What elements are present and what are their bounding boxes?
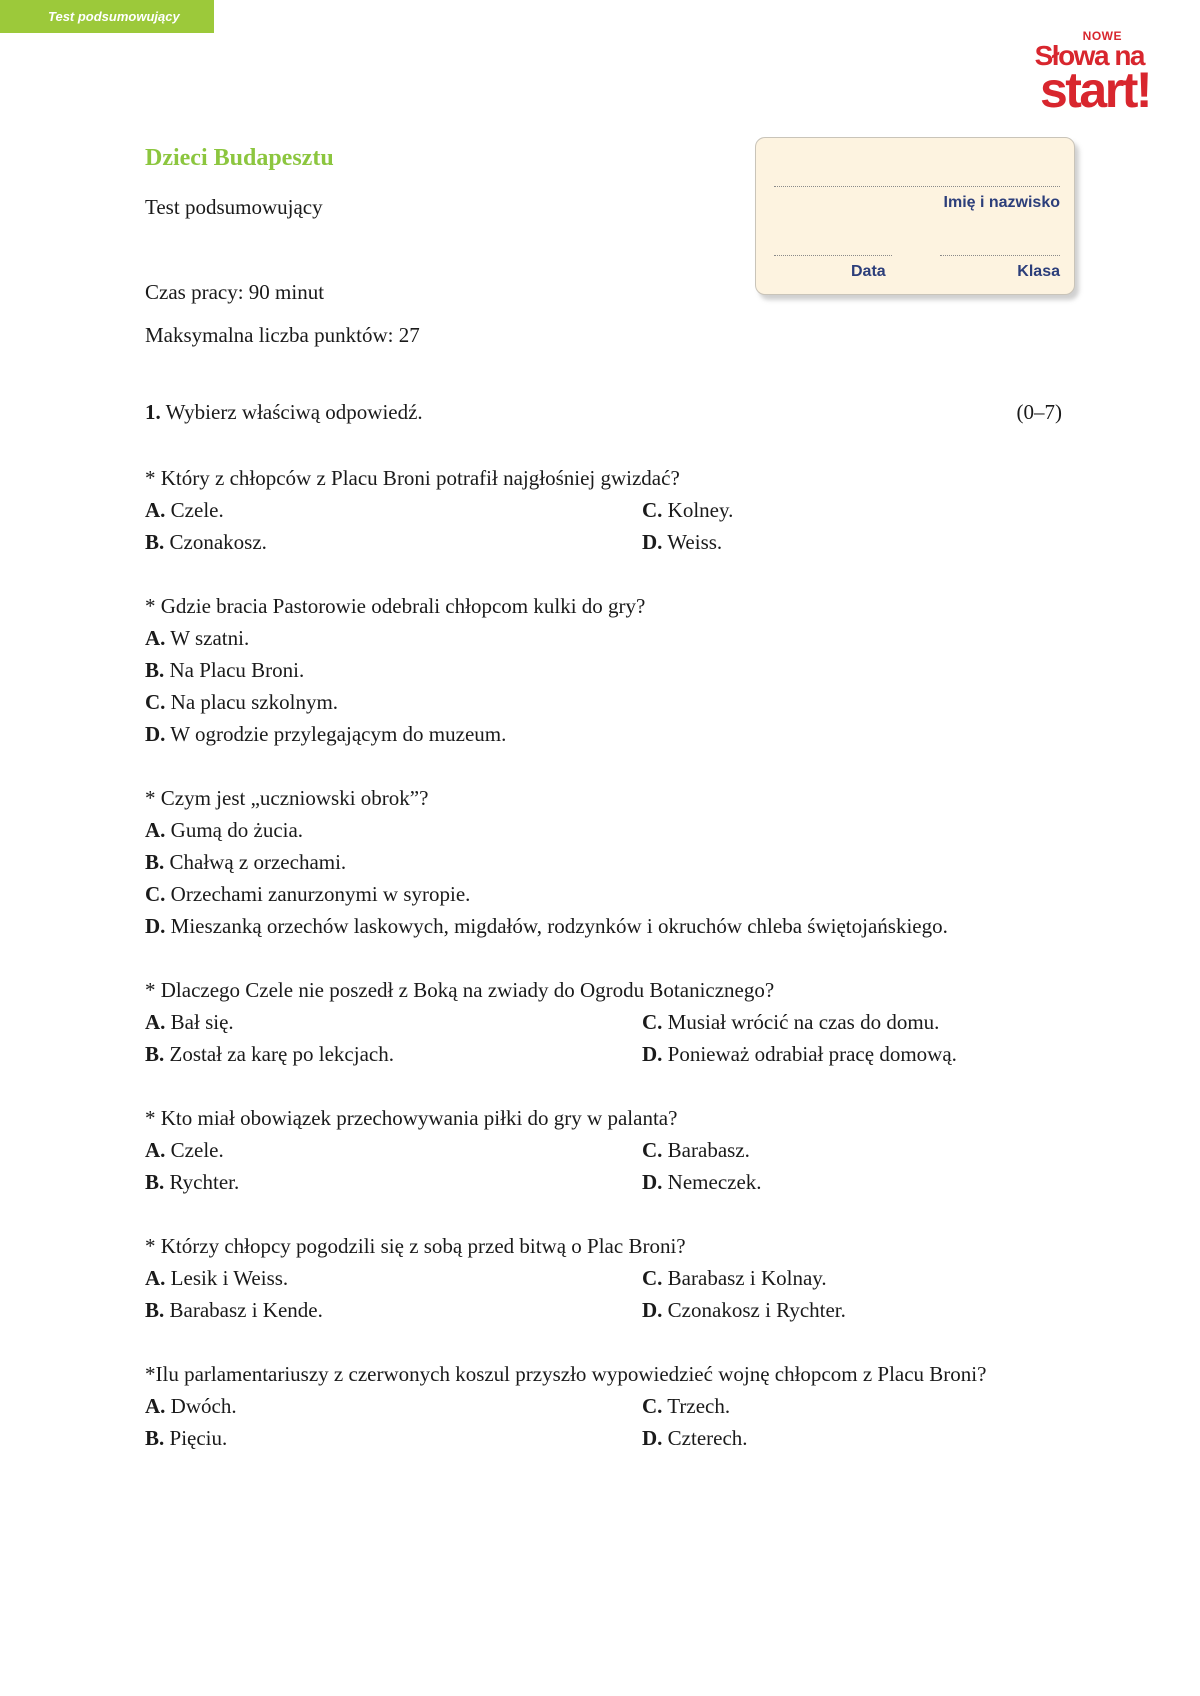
- option-letter: A.: [145, 1010, 166, 1034]
- question-list: [145, 462, 1065, 1486]
- option-letter: B.: [145, 530, 165, 554]
- task-instruction: Wybierz właściwą odpowiedź.: [160, 400, 423, 424]
- answer-option[interactable]: [145, 1390, 642, 1422]
- time-limit: Czas pracy: 90 minut: [145, 280, 325, 304]
- answer-option[interactable]: [145, 878, 1065, 910]
- question-text: * Czym jest „uczniowski obrok”?: [145, 786, 429, 810]
- answer-option[interactable]: [145, 622, 1065, 654]
- question-block: [145, 462, 1065, 558]
- logo-top-text: NOWE: [1082, 29, 1122, 43]
- option-text: Barabasz i Kolnay.: [662, 1266, 827, 1290]
- answer-option[interactable]: [145, 1166, 642, 1198]
- option-text: Kolney.: [662, 498, 734, 522]
- option-text: Czonakosz i Rychter.: [662, 1298, 846, 1322]
- question-block: [145, 974, 1065, 1070]
- question-block: [145, 1230, 1065, 1326]
- answer-option[interactable]: [642, 1166, 1065, 1198]
- answer-options: [145, 814, 1065, 942]
- question-text: * Gdzie bracia Pastorowie odebrali chłopcom kulki do gry?: [145, 594, 646, 618]
- option-text: Czele.: [165, 1138, 224, 1162]
- option-letter: B.: [145, 1426, 165, 1450]
- date-field-line[interactable]: [774, 255, 892, 256]
- option-text: Trzech.: [662, 1394, 731, 1418]
- answer-option[interactable]: [642, 1038, 1065, 1070]
- option-letter: D.: [642, 1426, 663, 1450]
- option-text: Barabasz i Kende.: [164, 1298, 323, 1322]
- answer-option[interactable]: [642, 1390, 1065, 1422]
- option-letter: D.: [145, 914, 166, 938]
- option-letter: B.: [145, 658, 165, 682]
- date-label: Data: [851, 263, 886, 280]
- option-text: Gumą do żucia.: [165, 818, 304, 842]
- option-text: Pięciu.: [164, 1426, 228, 1450]
- answer-option[interactable]: [145, 1422, 642, 1454]
- option-letter: A.: [145, 818, 166, 842]
- option-text: Czterech.: [662, 1426, 748, 1450]
- option-text: Rychter.: [164, 1170, 240, 1194]
- answer-option[interactable]: [642, 1134, 1065, 1166]
- answer-option[interactable]: [642, 494, 1065, 526]
- option-letter: A.: [145, 1266, 166, 1290]
- question-text: * Kto miał obowiązek przechowywania piłki do gry w palanta?: [145, 1106, 678, 1130]
- task-points: (0–7): [1016, 400, 1062, 424]
- task-number: 1.: [145, 400, 161, 424]
- option-letter: D.: [642, 530, 663, 554]
- question-block: [145, 1358, 1065, 1454]
- option-text: Został za karę po lekcjach.: [164, 1042, 394, 1066]
- answer-options: [145, 1134, 1065, 1198]
- question-block: [145, 590, 1065, 750]
- option-text: Mieszanką orzechów laskowych, migdałów, rodzynków i okruchów chleba świętojańskiego.: [165, 914, 948, 938]
- option-text: Dwóch.: [165, 1394, 237, 1418]
- option-text: Chałwą z orzechami.: [164, 850, 347, 874]
- student-info-card: [755, 137, 1075, 295]
- document-subtitle: Test podsumowujący: [145, 195, 323, 219]
- option-letter: C.: [642, 498, 663, 522]
- option-text: Na Placu Broni.: [164, 658, 305, 682]
- answer-option[interactable]: [642, 1262, 1065, 1294]
- option-letter: C.: [642, 1394, 663, 1418]
- logo-bottom-text: start!: [1039, 62, 1150, 118]
- answer-options: [145, 1262, 1065, 1326]
- question-text: * Którzy chłopcy pogodzili się z sobą przed bitwą o Plac Broni?: [145, 1234, 686, 1258]
- option-text: W szatni.: [165, 626, 250, 650]
- option-letter: B.: [145, 850, 165, 874]
- option-letter: D.: [145, 722, 166, 746]
- answer-option[interactable]: [642, 1294, 1065, 1326]
- answer-option[interactable]: [145, 494, 642, 526]
- publisher-logo: [1024, 28, 1154, 118]
- answer-options: [145, 622, 1065, 750]
- answer-option[interactable]: [145, 814, 1065, 846]
- option-text: Ponieważ odrabiał pracę domową.: [662, 1042, 957, 1066]
- task-header: [145, 400, 1062, 425]
- answer-options: [145, 494, 1065, 558]
- answer-option[interactable]: [145, 654, 1065, 686]
- option-text: Nemeczek.: [662, 1170, 762, 1194]
- option-text: Czonakosz.: [164, 530, 267, 554]
- question-text: *Ilu parlamentariuszy z czerwonych koszul przyszło wypowiedzieć wojnę chłopcom z Placu Broni?: [145, 1362, 987, 1386]
- question-block: [145, 1102, 1065, 1198]
- answer-option[interactable]: [145, 1038, 642, 1070]
- option-text: Barabasz.: [662, 1138, 750, 1162]
- answer-option[interactable]: [145, 686, 1065, 718]
- answer-option[interactable]: [145, 526, 642, 558]
- option-letter: B.: [145, 1042, 165, 1066]
- question-text: * Dlaczego Czele nie poszedł z Boką na zwiady do Ogrodu Botanicznego?: [145, 978, 775, 1002]
- answer-option[interactable]: [642, 526, 1065, 558]
- class-label: Klasa: [1017, 263, 1060, 280]
- option-letter: B.: [145, 1298, 165, 1322]
- class-field-line[interactable]: [940, 255, 1060, 256]
- question-block: [145, 782, 1065, 942]
- option-letter: C.: [145, 690, 166, 714]
- answer-options: [145, 1006, 1065, 1070]
- max-points: Maksymalna liczba punktów: 27: [145, 323, 420, 347]
- option-letter: C.: [642, 1010, 663, 1034]
- name-field-line[interactable]: [774, 186, 1060, 187]
- answer-options: [145, 1390, 1065, 1454]
- option-letter: D.: [642, 1042, 663, 1066]
- answer-option[interactable]: [145, 910, 1065, 942]
- option-letter: D.: [642, 1170, 663, 1194]
- option-letter: A.: [145, 498, 166, 522]
- option-letter: B.: [145, 1170, 165, 1194]
- option-text: Czele.: [165, 498, 224, 522]
- option-letter: C.: [642, 1138, 663, 1162]
- option-text: W ogrodzie przylegającym do muzeum.: [165, 722, 507, 746]
- name-label: Imię i nazwisko: [943, 194, 1060, 211]
- document-title: Dzieci Budapesztu: [145, 145, 334, 171]
- question-text: * Który z chłopców z Placu Broni potrafił najgłośniej gwizdać?: [145, 466, 680, 490]
- answer-option[interactable]: [642, 1006, 1065, 1038]
- option-text: Na placu szkolnym.: [165, 690, 339, 714]
- option-text: Orzechami zanurzonymi w syropie.: [165, 882, 471, 906]
- option-text: Weiss.: [662, 530, 723, 554]
- option-letter: C.: [145, 882, 166, 906]
- option-text: Musiał wrócić na czas do domu.: [662, 1010, 940, 1034]
- option-text: Lesik i Weiss.: [165, 1266, 289, 1290]
- option-letter: A.: [145, 1394, 166, 1418]
- option-letter: A.: [145, 1138, 166, 1162]
- answer-option[interactable]: [145, 718, 1065, 750]
- option-letter: C.: [642, 1266, 663, 1290]
- answer-option[interactable]: [145, 1006, 642, 1038]
- option-letter: D.: [642, 1298, 663, 1322]
- option-letter: A.: [145, 626, 166, 650]
- answer-option[interactable]: [145, 846, 1065, 878]
- answer-option[interactable]: [145, 1134, 642, 1166]
- section-tab: Test podsumowujący: [0, 0, 214, 33]
- answer-option[interactable]: [642, 1422, 1065, 1454]
- answer-option[interactable]: [145, 1262, 642, 1294]
- option-text: Bał się.: [165, 1010, 234, 1034]
- logo-middle-text: Słowa na: [1034, 40, 1144, 71]
- answer-option[interactable]: [145, 1294, 642, 1326]
